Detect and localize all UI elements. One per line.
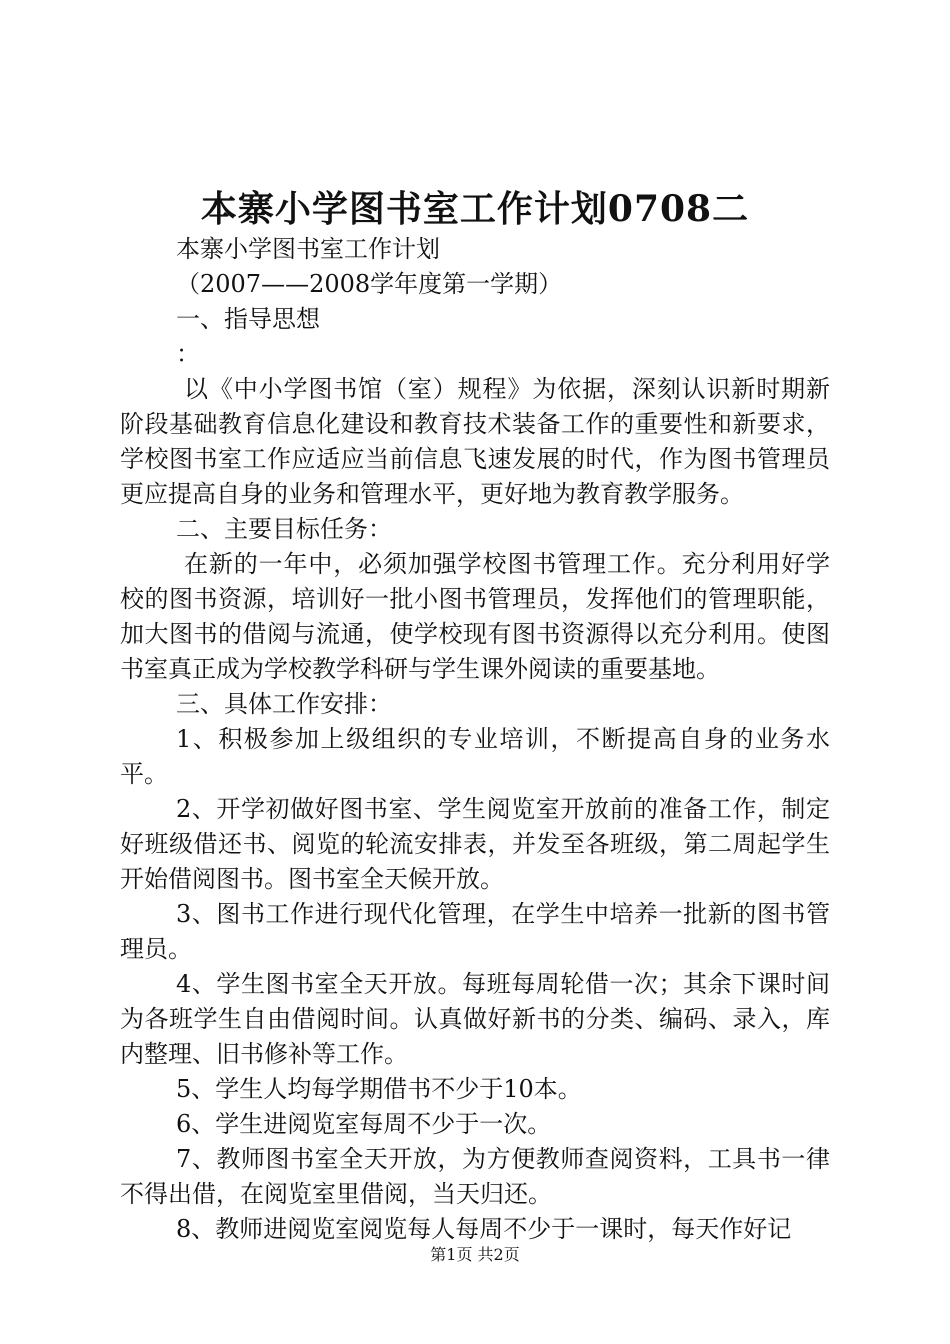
document-body [120, 232, 830, 1247]
section-heading-main-goals: 二、主要目标任务： [176, 515, 392, 543]
list-item: 4、学生图书室全天开放。每班每周轮借一次；其余下课时间为各班学生自由借阅时间。认真做好新书的分类、编码、录入，库内整理、旧书修补等工作。 [120, 970, 830, 1068]
section-heading-work-arrangements: 三、具体工作安排： [176, 690, 392, 718]
list-item: 1、积极参加上级组织的专业培训，不断提高自身的业务水平。 [120, 725, 830, 788]
document-title: 本寨小学图书室工作计划0708二 [200, 188, 750, 230]
paragraph-guiding-thought-body: 以《中小学图书馆（室）规程》为依据，深刻认识新时期新阶段基础教育信息化建设和教育技术装备工作的重要性和新要求，学校图书室工作应适应当前信息飞速发展的时代，作为图书管理员更应提高自身的业务和管理水平，更好地为教育教学服务。 [120, 375, 830, 508]
list-item: 5、学生人均每学期借书不少于10本。 [176, 1075, 582, 1103]
paragraph-subtitle: 本寨小学图书室工作计划 [176, 235, 440, 263]
paragraph-main-goals-body: 在新的一年中，必须加强学校图书管理工作。充分利用好学校的图书资源，培训好一批小图书管理员，发挥他们的管理职能，加大图书的借阅与流通，使学校现有图书资源得以充分利用。使图书室真正成为学校教学科研与学生课外阅读的重要基地。 [120, 550, 830, 683]
list-item: 3、图书工作进行现代化管理，在学生中培养一批新的图书管理员。 [120, 900, 830, 963]
list-item: 6、学生进阅览室每周不少于一次。 [176, 1110, 552, 1138]
list-item: 2、开学初做好图书室、学生阅览室开放前的准备工作，制定好班级借还书、阅览的轮流安排表，并发至各班级，第二周起学生开始借阅图书。图书室全天候开放。 [120, 795, 830, 893]
section-heading-guiding-thought: 一、指导思想 [176, 305, 320, 333]
paragraph-colon: ： [176, 340, 200, 368]
page-footer: 第1页 共2页 [430, 1245, 520, 1264]
list-item: 7、教师图书室全天开放，为方便教师查阅资料，工具书一律不得出借，在阅览室里借阅，当天归还。 [120, 1145, 830, 1208]
paragraph-term: （2007——2008学年度第一学期） [176, 270, 563, 298]
list-item: 8、教师进阅览室阅览每人每周不少于一课时，每天作好记 [176, 1215, 792, 1243]
